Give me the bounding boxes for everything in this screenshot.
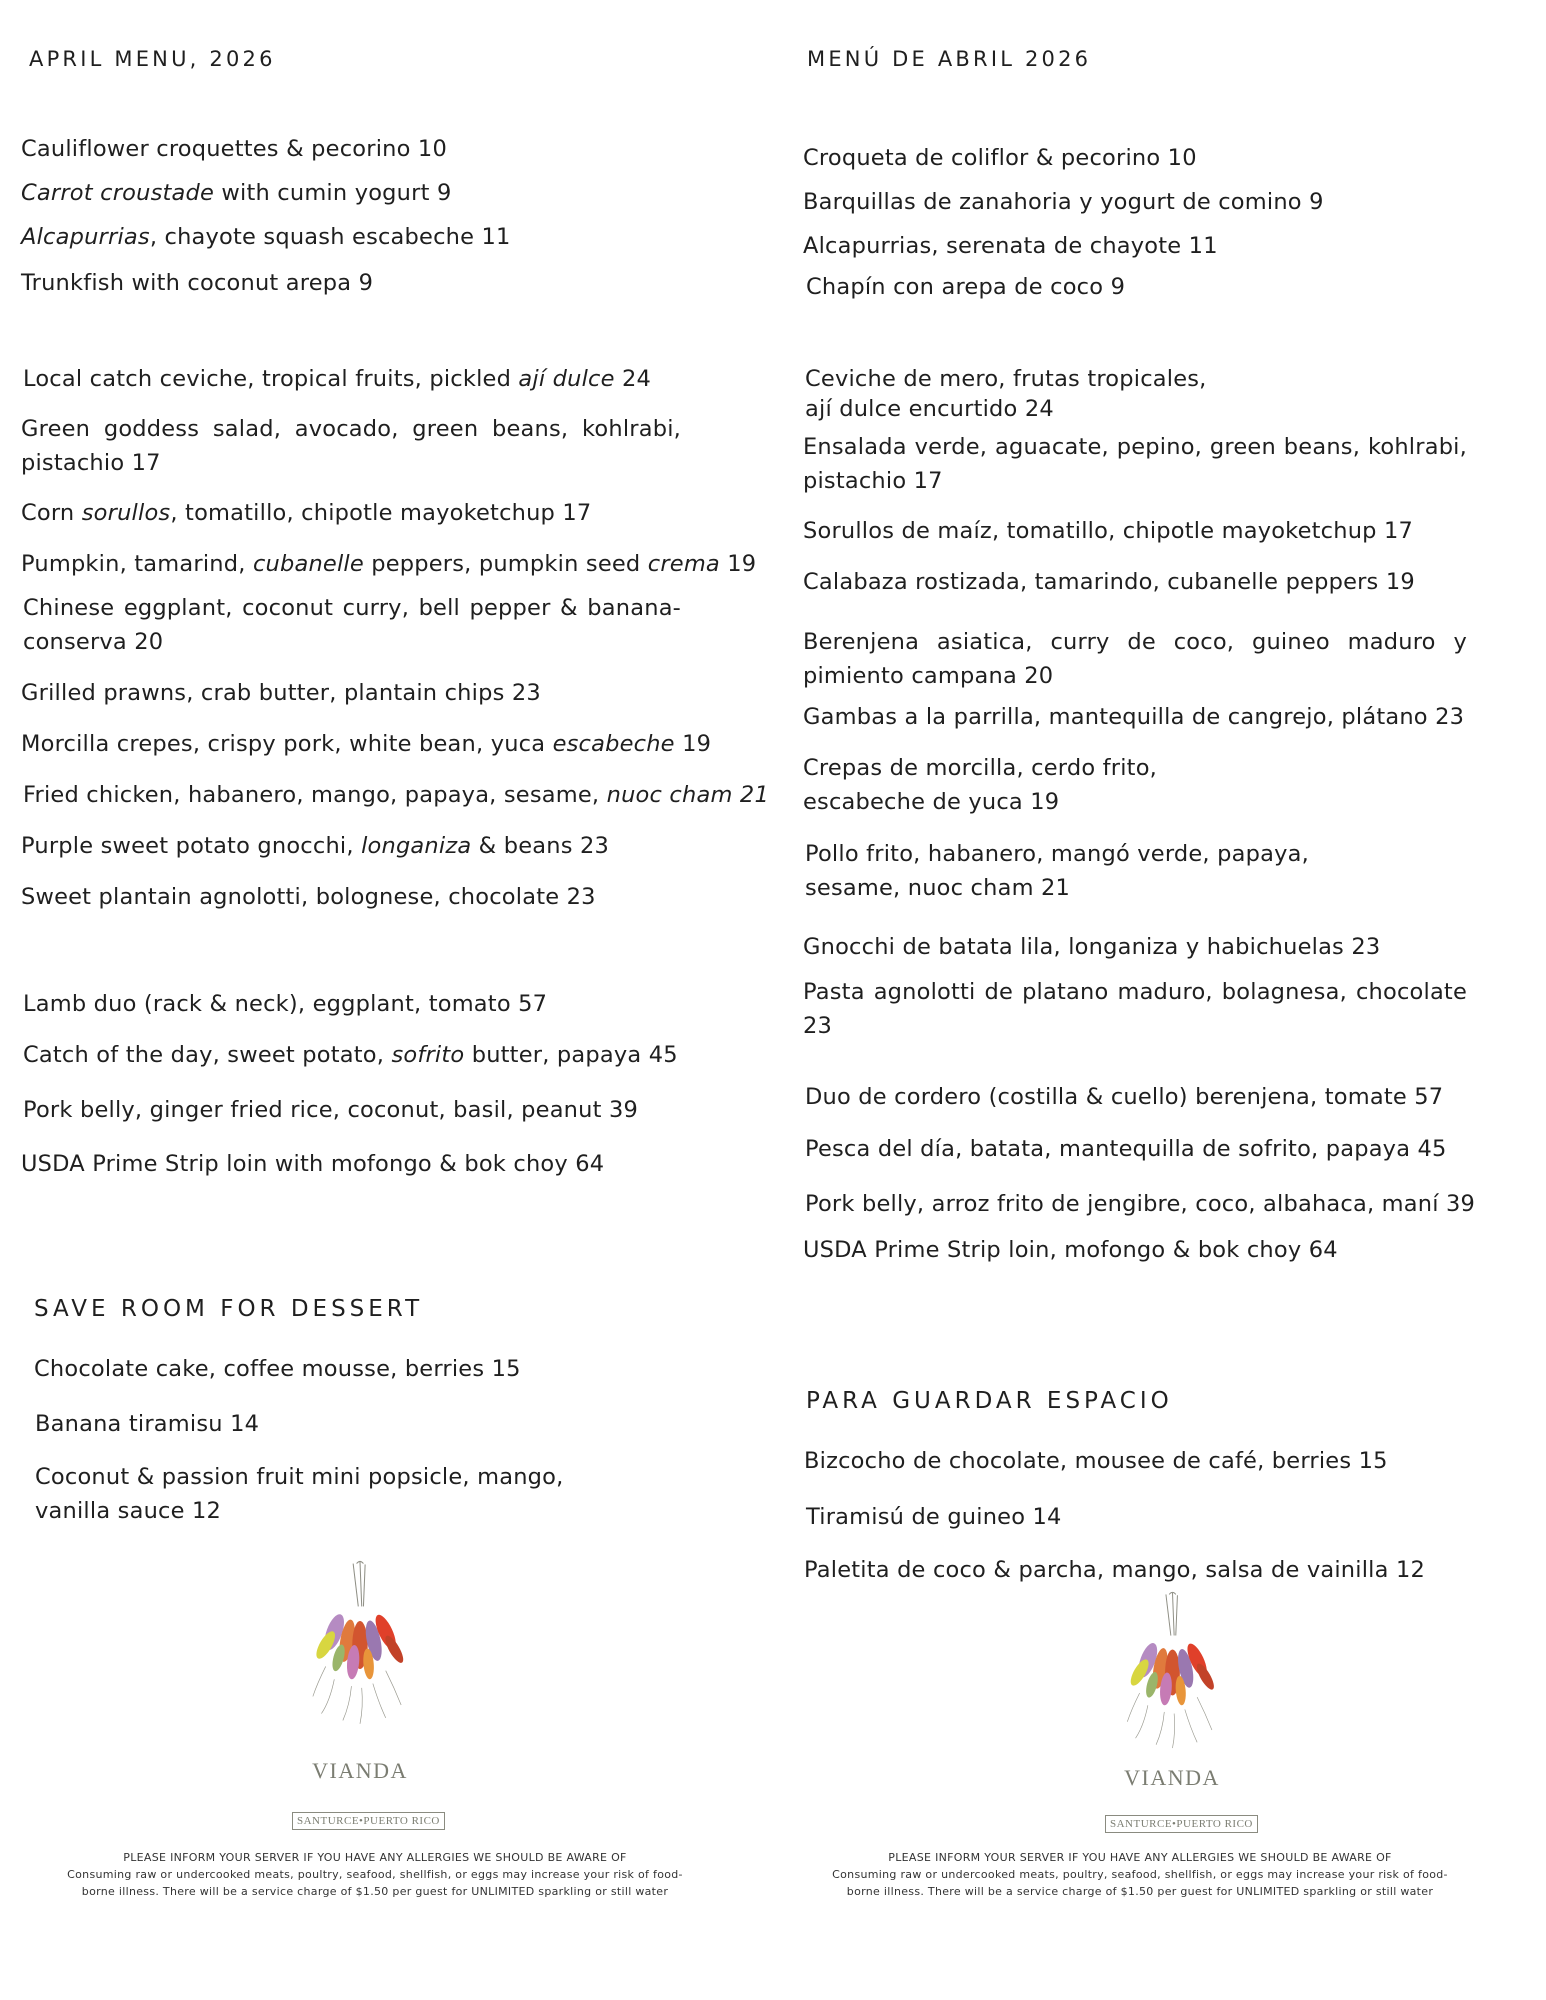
english-dessert-heading: SAVE ROOM FOR DESSERT bbox=[34, 1296, 424, 1322]
menu-item: Chocolate cake, coffee mousse, berries 15 bbox=[34, 1356, 521, 1382]
menu-item: Tiramisú de guineo 14 bbox=[806, 1504, 1062, 1530]
menu-item: Calabaza rostizada, tamarindo, cubanelle peppers 19 bbox=[803, 569, 1415, 595]
menu-item: Crepas de morcilla, cerdo frito, bbox=[803, 755, 1158, 781]
logo-wordmark: VIANDA bbox=[1124, 1765, 1220, 1790]
menu-item: Fried chicken, habanero, mango, papaya, sesame, nuoc cham 21 bbox=[23, 782, 769, 808]
menu-item: escabeche de yuca 19 bbox=[803, 789, 1060, 815]
menu-item: Catch of the day, sweet potato, sofrito butter, papaya 45 bbox=[23, 1042, 678, 1068]
menu-item: Ceviche de mero, frutas tropicales, bbox=[805, 366, 1207, 392]
menu-item: Banana tiramisu 14 bbox=[35, 1411, 260, 1437]
menu-item: Gambas a la parrilla, mantequilla de cangrejo, plátano 23 bbox=[803, 704, 1465, 730]
footer-disclaimer: PLEASE INFORM YOUR SERVER IF YOU HAVE ANY ALLERGIES WE SHOULD BE AWARE OF Consuming raw or undercooked meats, poultry, seafood, shellfish, or eggs may increase your risk of food- borne illness. There will be a service charge of $1.50 per guest for UNLIMITED sparkling or still water bbox=[67, 1851, 683, 1898]
menu-item: USDA Prime Strip loin with mofongo & bok choy 64 bbox=[21, 1151, 605, 1177]
menu-item: USDA Prime Strip loin, mofongo & bok choy 64 bbox=[803, 1237, 1338, 1263]
menu-item: Bizcocho de chocolate, mousee de café, berries 15 bbox=[804, 1448, 1388, 1474]
logo-wordmark: VIANDA bbox=[312, 1758, 408, 1783]
menu-item: Local catch ceviche, tropical fruits, pickled ají dulce 24 bbox=[23, 366, 652, 392]
menu-item: Sorullos de maíz, tomatillo, chipotle mayoketchup 17 bbox=[803, 518, 1414, 544]
menu-item: Lamb duo (rack & neck), eggplant, tomato 57 bbox=[23, 991, 548, 1017]
menu-item: Coconut & passion fruit mini popsicle, mango, vanilla sauce 12 bbox=[35, 1464, 564, 1524]
menu-item: Trunkfish with coconut arepa 9 bbox=[21, 270, 374, 296]
menu-item: Alcapurrias, chayote squash escabeche 11 bbox=[21, 224, 511, 250]
menu-item: Barquillas de zanahoria y yogurt de comino 9 bbox=[803, 189, 1324, 215]
menu-item: Gnocchi de batata lila, longaniza y habichuelas 23 bbox=[803, 934, 1381, 960]
menu-item: Pesca del día, batata, mantequilla de sofrito, papaya 45 bbox=[805, 1136, 1447, 1162]
logo-location-box: SANTURCE•PUERTO RICO bbox=[292, 1812, 445, 1830]
menu-item: Pasta agnolotti de platano maduro, bolagnesa, chocolate 23 bbox=[803, 979, 1467, 1039]
menu-item: Green goddess salad, avocado, green beans, kohlrabi, pistachio 17 bbox=[21, 416, 681, 476]
english-menu-title: APRIL MENU, 2026 bbox=[29, 47, 276, 71]
menu-item: Croqueta de coliflor & pecorino 10 bbox=[803, 145, 1197, 171]
menu-item: Morcilla crepes, crispy pork, white bean, yuca escabeche 19 bbox=[21, 731, 712, 757]
menu-item: Pork belly, ginger fried rice, coconut, basil, peanut 39 bbox=[23, 1097, 639, 1123]
menu-item: Berenjena asiatica, curry de coco, guineo maduro y pimiento campana 20 bbox=[803, 629, 1467, 689]
menu-item: Duo de cordero (costilla & cuello) berenjena, tomate 57 bbox=[805, 1084, 1444, 1110]
menu-item: Pork belly, arroz frito de jengibre, coco, albahaca, maní 39 bbox=[805, 1191, 1476, 1217]
menu-item: Grilled prawns, crab butter, plantain chips 23 bbox=[21, 680, 541, 706]
menu-item: Sweet plantain agnolotti, bolognese, chocolate 23 bbox=[21, 884, 596, 910]
menu-item: sesame, nuoc cham 21 bbox=[805, 875, 1071, 901]
menu-item: Corn sorullos, tomatillo, chipotle mayoketchup 17 bbox=[21, 500, 592, 526]
menu-item: Chapín con arepa de coco 9 bbox=[806, 274, 1126, 300]
menu-item: Ensalada verde, aguacate, pepino, green beans, kohlrabi, pistachio 17 bbox=[803, 434, 1467, 494]
menu-item: Paletita de coco & parcha, mango, salsa de vainilla 12 bbox=[804, 1557, 1425, 1583]
menu-item: Purple sweet potato gnocchi, longaniza & beans 23 bbox=[21, 833, 610, 859]
menu-item: Pumpkin, tamarind, cubanelle peppers, pumpkin seed crema 19 bbox=[21, 551, 757, 577]
menu-item: ají dulce encurtido 24 bbox=[805, 396, 1054, 422]
vegetable-bundle-logo bbox=[300, 1550, 420, 1740]
menu-item: Alcapurrias, serenata de chayote 11 bbox=[803, 233, 1218, 259]
menu-item: Cauliflower croquettes & pecorino 10 bbox=[21, 136, 447, 162]
menu-item: Pollo frito, habanero, mangó verde, papaya, bbox=[805, 841, 1309, 867]
vegetable-bundle-logo bbox=[1115, 1585, 1230, 1760]
menu-item: Carrot croustade with cumin yogurt 9 bbox=[21, 180, 452, 206]
spanish-dessert-heading: PARA GUARDAR ESPACIO bbox=[806, 1388, 1173, 1414]
spanish-menu-title: MENÚ DE ABRIL 2026 bbox=[807, 47, 1092, 71]
logo-location-box: SANTURCE•PUERTO RICO bbox=[1105, 1815, 1258, 1833]
menu-item: Chinese eggplant, coconut curry, bell pepper & banana-conserva 20 bbox=[23, 595, 681, 655]
footer-disclaimer: PLEASE INFORM YOUR SERVER IF YOU HAVE ANY ALLERGIES WE SHOULD BE AWARE OF Consuming raw or undercooked meats, poultry, seafood, shellfish, or eggs may increase your risk of food- borne illness. There will be a service charge of $1.50 per guest for UNLIMITED sparkling or still water bbox=[832, 1851, 1448, 1898]
